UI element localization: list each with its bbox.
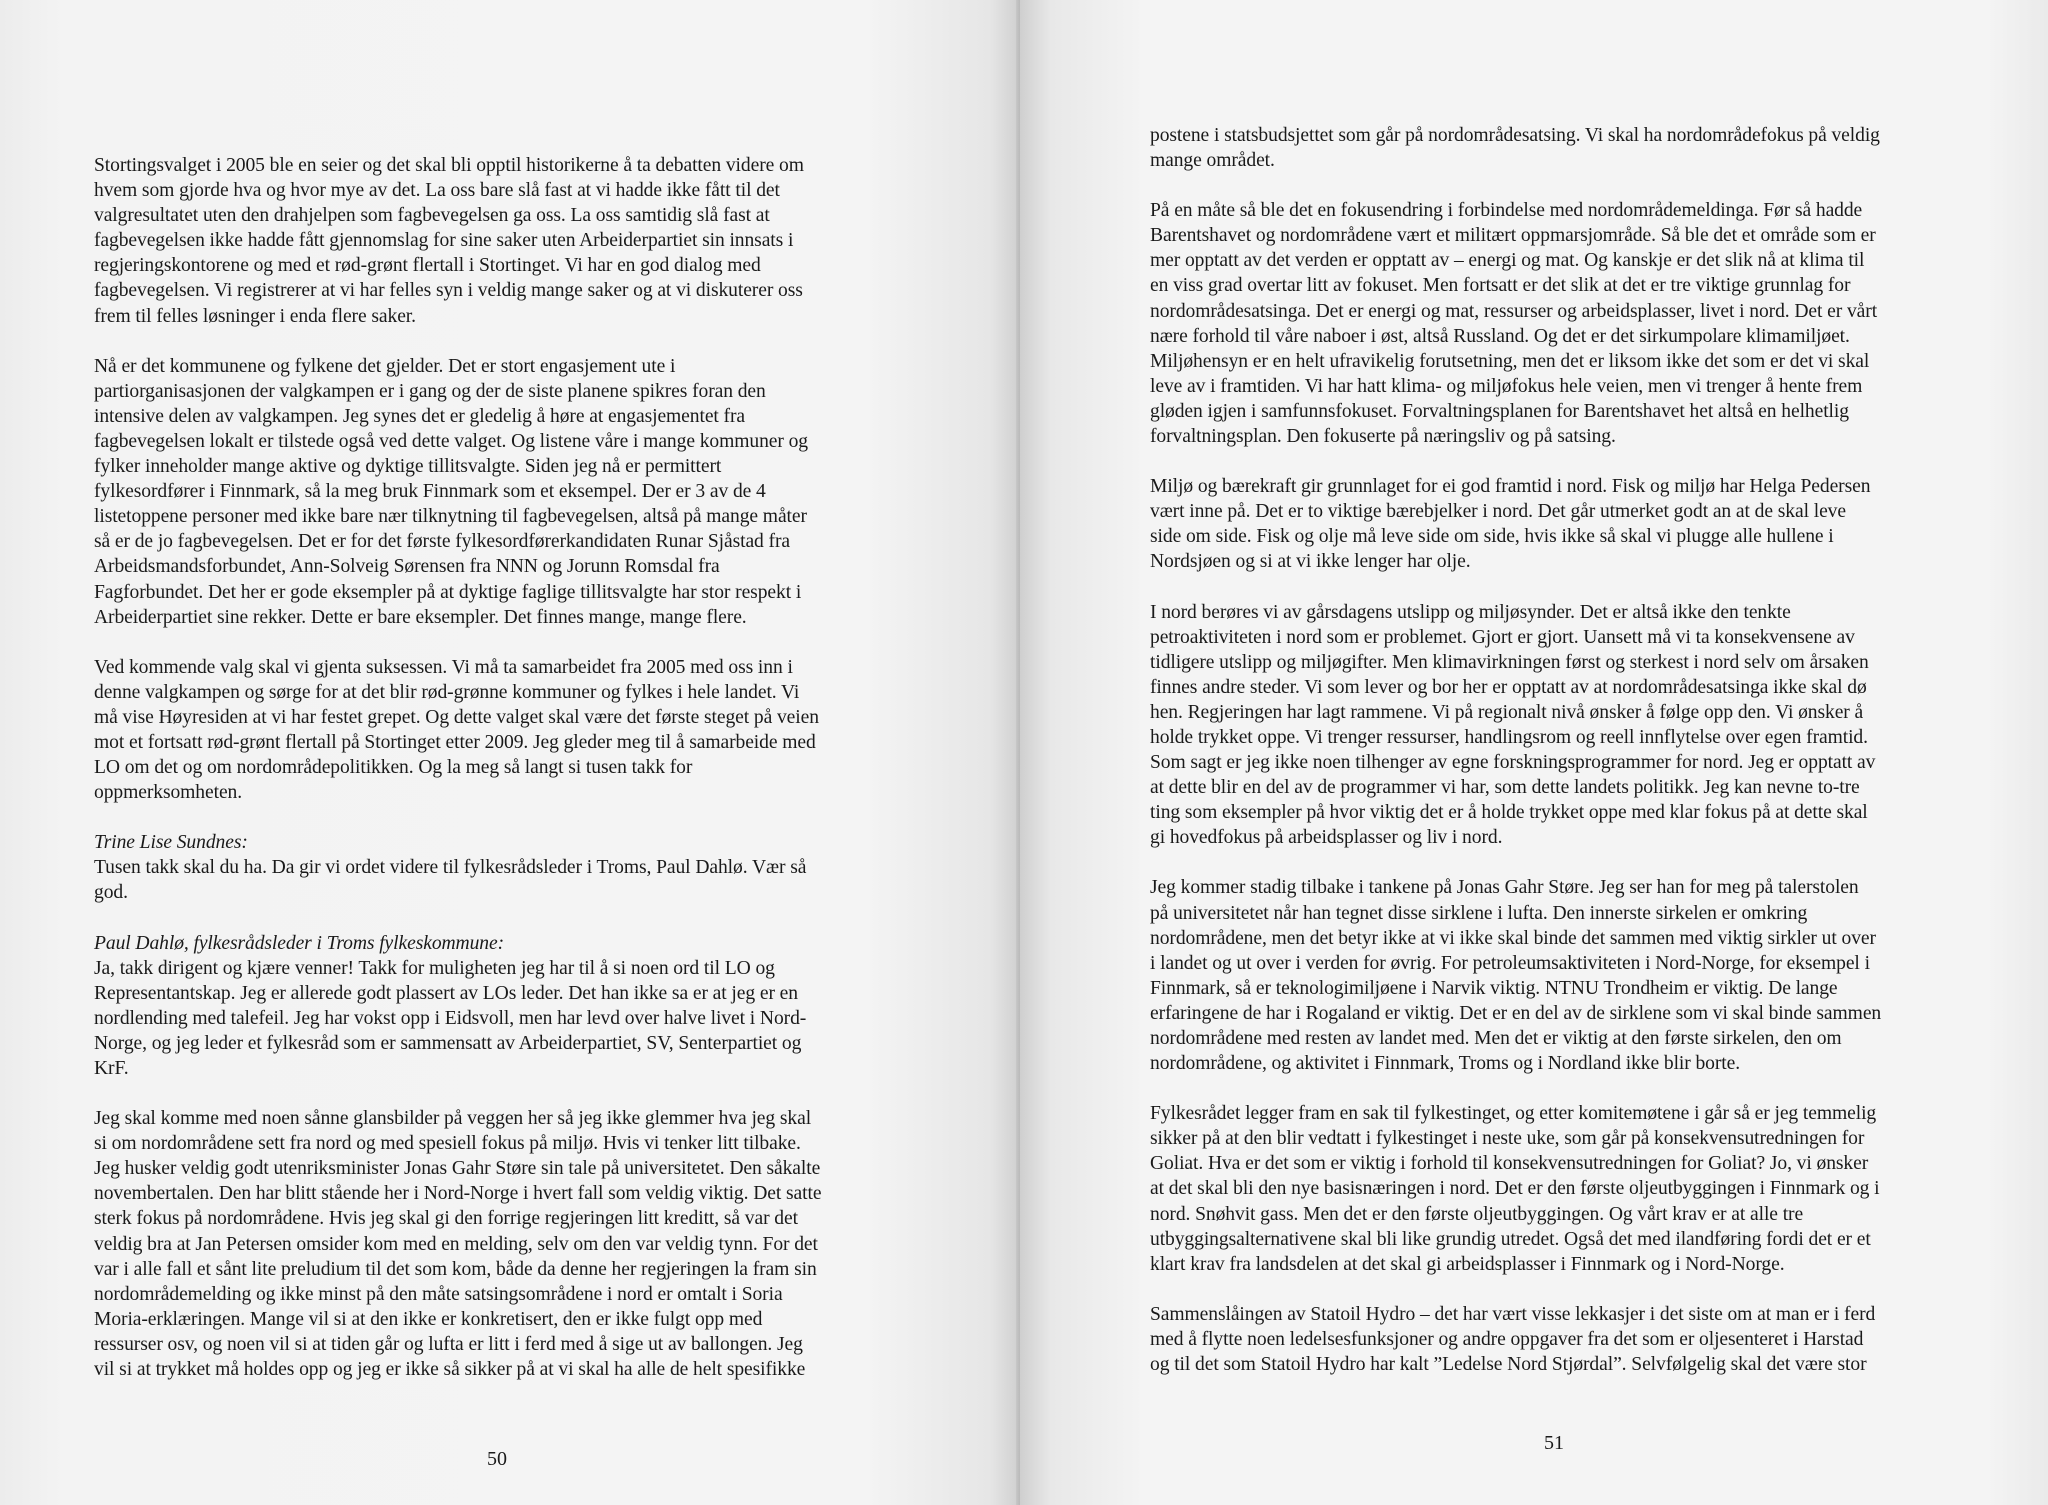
paragraph: Stortingsvalget i 2005 ble en seier og det skal bli opptil historikerne å ta debatten videre om hvem som gjorde hva og hvor mye av det. La oss bare slå fast at vi hadde ikke fått til det valgresultatet uten den drahjelpen som fagbevegelsen ga oss. La oss samtidig slå fast at fagbevegelsen ikke hadde fått gjennomslag for sine saker uten Arbeiderpartiet sin innsats i regjeringskontorene og med et rød-grønt flertall i Stortinget. Vi har en god dialog med fagbevegelsen. Vi registrerer at vi har felles syn i veldig mange saker og at vi diskuterer oss frem til felles løsninger i enda flere saker. [94, 155, 804, 327]
paragraph: Nå er det kommunene og fylkene det gjelder. Det er stort engasjement ute i partiorganisasjonen der valgkampen er i gang og der de siste planene spikres foran den intensive delen av valgkampen. Jeg synes det er gledelig å høre at engasjementet fra fagbevegelsen lokalt er tilstede også ved dette valget. Og listene våre i mange kommuner og fylker inneholder mange aktive og dyktige tillitsvalgte. Siden jeg nå er permittert fylkesordfører i Finnmark, så la meg bruk Finnmark som et eksempel. Der er 3 av de 4 listetoppene personer med ikke bare nær tilknytning til fagbevegelsen, altså på mange måter så er de jo fagbevegelsen. Det er for det første fylkesordførerkandidaten Runar Sjåstad fra Arbeidsmandsforbundet, Ann-Solveig Sørensen fra NNN og Jorunn Romsdal fra Fagforbundet. Det her er gode eksempler på at dyktige faglige tillitsvalgte har stor respekt i Arbeiderpartiet sine rekker. Dette er bare eksempler. Det finnes mange, mange flere. [94, 355, 808, 628]
left-page-body [94, 153, 900, 1407]
speech: Ja, takk dirigent og kjære venner! Takk for muligheten jeg har til å si noen ord til LO og Representantskap. Jeg er allerede godt plassert av LOs leder. Det han ikke sa er at jeg er en nordlending med talefeil. Jeg har vokst opp i Eidsvoll, men har levd over halve livet i Nord- Norge, og jeg leder et fylkesråd som er sammensatt av Arbeiderpartiet, SV, Senterpartiet og KrF. [94, 957, 807, 1079]
paragraph: postene i statsbudsjettet som går på nordområdesatsing. Vi skal ha nordområdefokus på veldig mange området. [1150, 125, 1880, 172]
right-page-body [1150, 123, 1966, 1402]
right-page [1020, 0, 2048, 1505]
paragraph: I nord berøres vi av gårsdagens utslipp og miljøsynder. Det er altså ikke den tenkte petroaktiviteten i nord som er problemet. Gjort er gjort. Uansett må vi ta konsekvensene av tidligere utslipp og miljøgifter. Men klimavirkningen først og sterkest i nord selv om årsaken finnes andre steder. Vi som lever og bor her er opptatt av at nordområdesatsinga ikke skal dø hen. Regjeringen har lagt rammene. Vi på regionalt nivå ønsker å følge opp den. Vi ønsker å holde trykket oppe. Vi trenger ressurser, handlingsrom og reell innflytelse over egen framtid. Som sagt er jeg ikke noen tilhenger av egne forskningsprogrammer for nord. Jeg er opptatt av at dette blir en del av de programmer vi har, som dette landets politikk. Jeg kan nevne to-tre ting som eksempler på hvor viktig det er å holde trykket oppe med klar fokus på at dette skal gi hovedfokus på arbeidsplasser og liv i nord. [1150, 601, 1876, 849]
paragraph: Sammenslåingen av Statoil Hydro – det har vært visse lekkasjer i det siste om at man er i ferd med å flytte noen ledelsesfunksjoner og andre oppgaver fra det som er oljesenteret i Harstad og til det som Statoil Hydro har kalt ”Ledelse Nord Stjørdal”. Selvfølgelig skal det være stor [1150, 1303, 1876, 1376]
page-number: 50 [487, 1448, 507, 1470]
speaker-name: Paul Dahlø, fylkesrådsleder i Troms fylkeskommune: [94, 932, 505, 954]
left-page [0, 0, 1020, 1505]
speech: Tusen takk skal du ha. Da gir vi ordet videre til fylkesrådsleder i Troms, Paul Dahlø. Vær så god. [94, 857, 807, 904]
paragraph: Jeg skal komme med noen sånne glansbilder på veggen her så jeg ikke glemmer hva jeg skal si om nordområdene sett fra nord og med spesiell fokus på miljø. Hvis vi tenker litt tilbake. Jeg husker veldig godt utenriksminister Jonas Gahr Støre sin tale på universitetet. Den såkalte novembertalen. Den har blitt stående her i Nord-Norge i hvert fall som veldig viktig. Det satte sterk fokus på nordområdene. Hvis jeg skal gi den forrige regjeringen litt kreditt, så var det veldig bra at Jan Petersen omsider kom med en melding, selv om den var veldig tynn. For det var i alle fall et sånt lite preludium til det som kom, både da denne her regjeringen la fram sin nordområdemelding og ikke minst på den måte satsingsområdene i nord er omtalt i Soria Moria-erklæringen. Mange vil si at den ikke er konkretisert, den er ikke fulgt opp med ressurser osv, og noen vil si at tiden går og lufta er litt i ferd med å sige ut av ballongen. Jeg vil si at trykket må holdes opp og jeg er ikke så sikker på at vi skal ha alle de helt spesifikke [94, 1108, 822, 1381]
speaker-name: Trine Lise Sundnes: [94, 832, 248, 854]
paragraph: Ved kommende valg skal vi gjenta suksessen. Vi må ta samarbeidet fra 2005 med oss inn i denne valgkampen og sørge for at det blir rød-grønne kommuner og fylkes i hele landet. Vi må vise Høyresiden at vi har festet grepet. Og dette valget skal være det første steget på veien mot et fortsatt rød-grønt flertall på Stortinget etter 2009. Jeg gleder meg til å samarbeide med LO om det og om nordområdepolitikken. Og la meg så langt si tusen takk for oppmerksomheten. [94, 656, 819, 804]
paragraph: På en måte så ble det en fokusendring i forbindelse med nordområdemeldinga. Før så hadde Barentshavet og nordområdene vært et militært oppmarsjområde. Så ble det et område som er mer opptatt av det verden er opptatt av – energi og mat. Og kanskje er det slik nå at klima til en viss grad overtar litt av fokuset. Men fortsatt er det slik at det er tre viktige grunnlag for nordområdesatsinga. Det er energi og mat, ressurser og arbeidsplasser, livet i nord. Det er vårt nære forhold til våre naboer i øst, altså Russland. Og det er det sirkumpolare klimamiljøet. Miljøhensyn er en helt ufravikelig forutsetning, men det er liksom ikke det som er det vi skal leve av i framtiden. Vi har hatt klima- og miljøfokus hele veien, men vi trenger å hente frem gløden igjen i samfunnsfokuset. Forvaltningsplanen for Barentshavet het altså en helhetlig forvaltningsplan. Den fokuserte på næringsliv og på satsing. [1150, 200, 1878, 448]
paragraph: Jeg kommer stadig tilbake i tankene på Jonas Gahr Støre. Jeg ser han for meg på talerstolen på universitetet når han tegnet disse sirklene i lufta. Den innerste sirkelen er omkring nordområdene, men det betyr ikke at vi ikke skal binde det sammen med viktig sirkler ut over i landet og ut over i verden for øvrig. For petroleumsaktiviteten i Nord-Norge, for eksempel i Finnmark, så er teknologimiljøene i Narvik viktig. NTNU Trondheim er viktig. De lange erfaringene de har i Rogaland er viktig. Det er en del av de sirklene som vi skal binde sammen nordområdene med resten av landet med. Men det er viktig at den første sirkelen, den om nordområdene, og aktivitet i Finnmark, Troms og i Nordland ikke blir borte. [1150, 877, 1882, 1075]
paragraph: Miljø og bærekraft gir grunnlaget for ei god framtid i nord. Fisk og miljø har Helga Pedersen vært inne på. Det er to viktige bærebjelker i nord. Det går utmerket godt an at de skal leve side om side. Fisk og olje må leve side om side, hvis ikke så skal vi plugge alle hullene i Nordsjøen og si at vi ikke lenger har olje. [1150, 476, 1871, 573]
paragraph: Fylkesrådet legger fram en sak til fylkestinget, og etter komitemøtene i går så er jeg temmelig sikker på at den blir vedtatt i fylkestinget i neste uke, som går på konsekvensutredningen for Goliat. Hva er det som er viktig i forhold til konsekvensutredningen for Goliat? Jo, vi ønsker at det skal bli den nye basisnæringen i nord. Det er den første oljeutbyggingen i Finnmark og i nord. Snøhvit gass. Men det er den første oljeutbyggingen. Og vårt krav er at alle tre utbyggingsalternativene skal bli like grundig utredet. Også det med ilandføring fordi det er et klart krav fra landsdelen at det skal gi arbeidsplasser i Finnmark og i Nord-Norge. [1150, 1103, 1880, 1275]
page-number: 51 [1544, 1432, 1564, 1454]
